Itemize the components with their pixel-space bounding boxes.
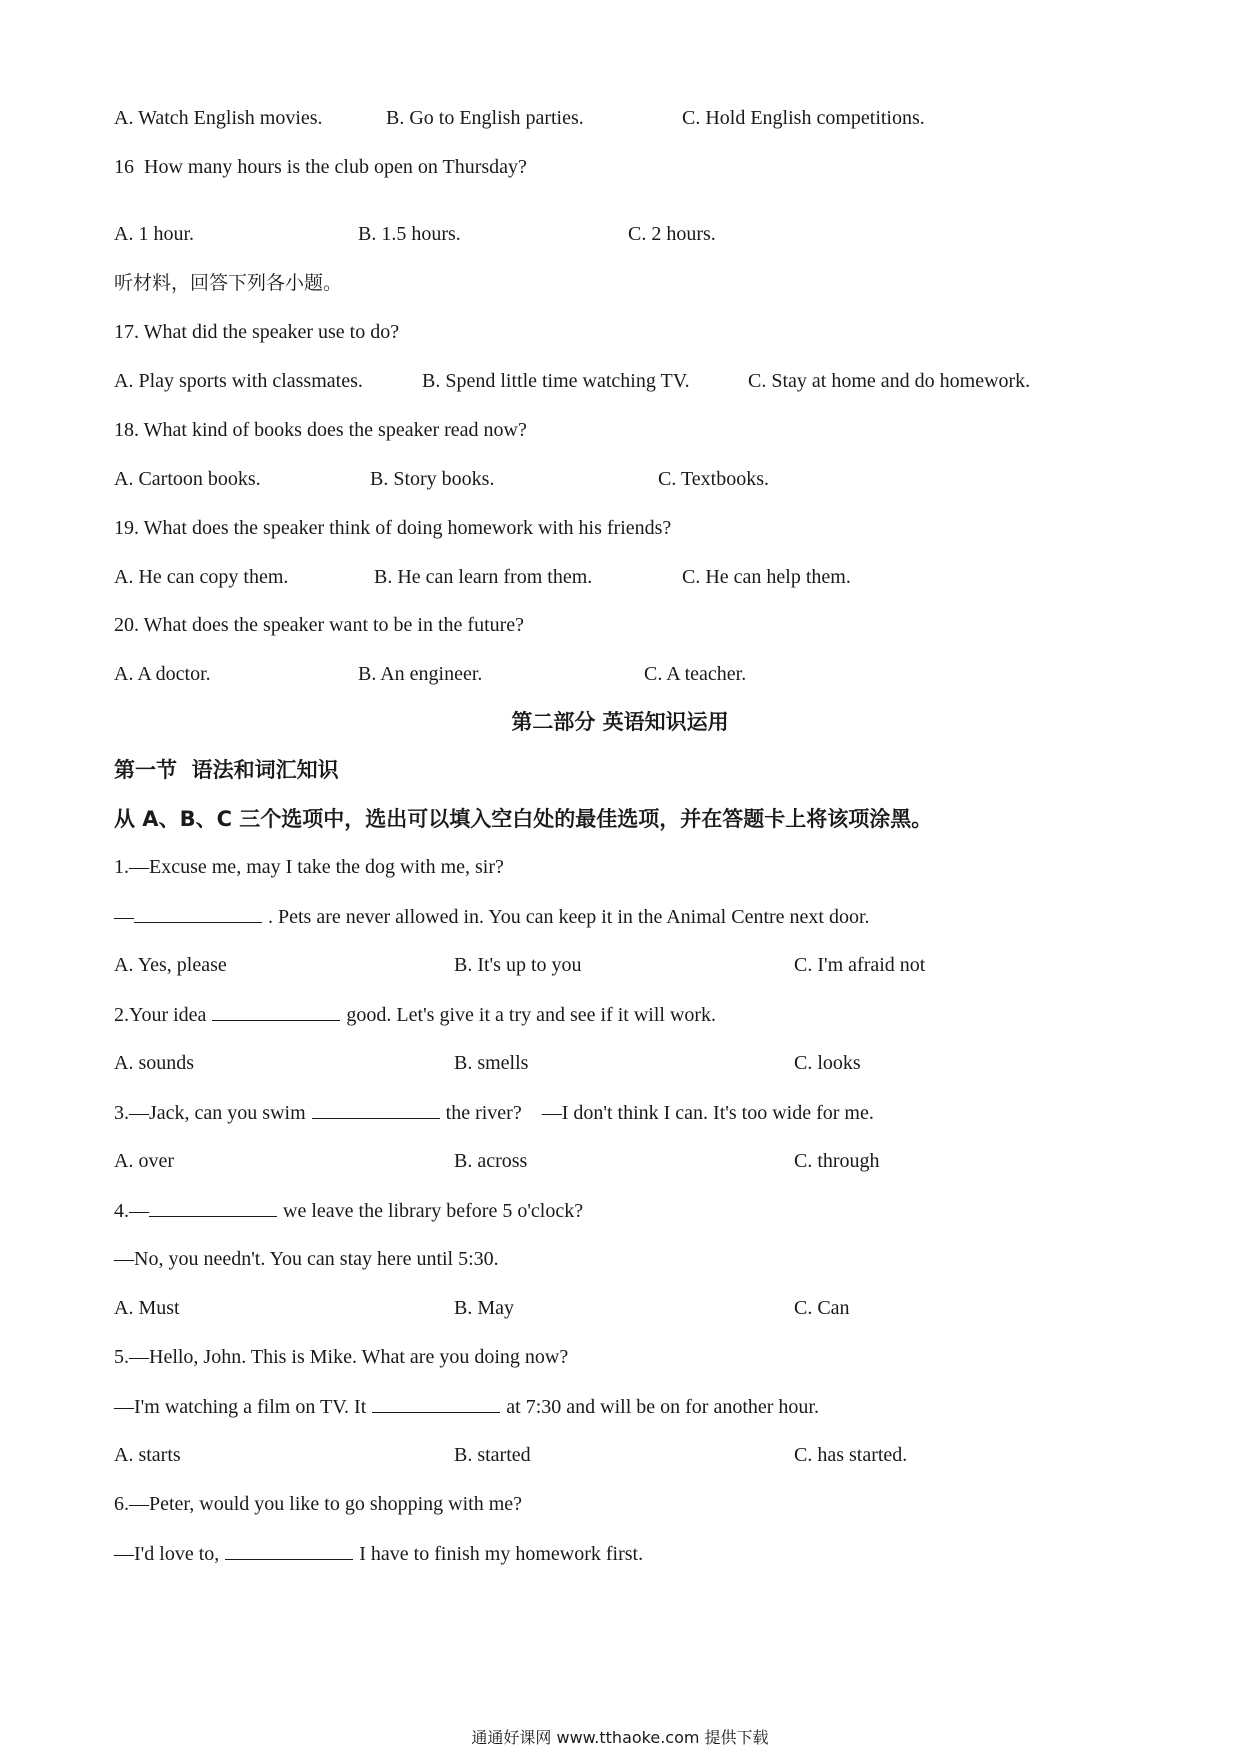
q17-stem: 17. What did the speaker use to do? [114, 321, 400, 343]
g3-suffix: the river? —I don't think I can. It's too wide for me. [445, 1102, 874, 1124]
q16-options [114, 220, 1134, 248]
g5-prefix: —I'm watching a film on TV. It [114, 1396, 367, 1418]
g5-option-a: A. starts [114, 1444, 181, 1466]
g1-line1: 1.—Excuse me, may I take the dog with me, sir? [114, 856, 504, 878]
g3-option-a: A. over [114, 1150, 174, 1172]
g4-line2: —No, you needn't. You can stay here until 5:30. [114, 1248, 499, 1270]
g5-answer-blank [372, 1392, 500, 1413]
q20-option-a: A. A doctor. [114, 663, 211, 685]
q20-stem: 20. What does the speaker want to be in the future? [114, 614, 525, 636]
g1-line2 [114, 902, 870, 931]
g2-option-b: B. smells [454, 1052, 529, 1074]
g2-stem [114, 1000, 716, 1029]
g4-answer-blank [149, 1196, 277, 1217]
g2-suffix: good. Let's give it a try and see if it will work. [346, 1004, 717, 1026]
q20-options [114, 660, 1134, 688]
g3-options [114, 1147, 1134, 1175]
q15-options [114, 104, 1134, 132]
q16-stem: 16 How many hours is the club open on Thursday? [114, 156, 527, 178]
q19-option-b: B. He can learn from them. [374, 566, 593, 588]
q18-option-c: C. Textbooks. [658, 468, 770, 490]
g4-prefix: 4.— [114, 1200, 149, 1222]
g6-line2 [114, 1539, 643, 1568]
q20-option-b: B. An engineer. [358, 663, 483, 685]
g4-option-b: B. May [454, 1297, 514, 1319]
q19-option-c: C. He can help them. [682, 566, 851, 588]
g2-prefix: 2.Your idea [114, 1004, 207, 1026]
q19-stem: 19. What does the speaker think of doing homework with his friends? [114, 517, 672, 539]
section1-title: 第一节 语法和词汇知识 [114, 758, 339, 782]
q18-option-a: A. Cartoon books. [114, 468, 261, 490]
g6-suffix: I have to finish my homework first. [359, 1543, 644, 1565]
g5-line1: 5.—Hello, John. This is Mike. What are you doing now? [114, 1346, 569, 1368]
g3-option-c: C. through [794, 1150, 880, 1172]
q17-option-c: C. Stay at home and do homework. [748, 370, 1031, 392]
g5-options [114, 1441, 1134, 1469]
g4-option-c: C. Can [794, 1297, 850, 1319]
g1-options [114, 951, 1134, 979]
g4-option-a: A. Must [114, 1297, 180, 1319]
g5-option-c: C. has started. [794, 1444, 908, 1466]
q15-option-c: C. Hold English competitions. [682, 107, 925, 129]
q20-option-c: C. A teacher. [644, 663, 747, 685]
q17-option-b: B. Spend little time watching TV. [422, 370, 690, 392]
q17-options [114, 367, 1134, 395]
g5-line2 [114, 1392, 819, 1421]
q15-option-b: B. Go to English parties. [386, 107, 584, 129]
g4-line1 [114, 1196, 583, 1225]
page-footer: 通通好课网 www.tthaoke.com 提供下载 [471, 1728, 769, 1747]
g3-stem [114, 1098, 874, 1127]
q19-option-a: A. He can copy them. [114, 566, 289, 588]
g2-option-c: C. looks [794, 1052, 861, 1074]
q16-option-b: B. 1.5 hours. [358, 223, 461, 245]
q18-stem: 18. What kind of books does the speaker read now? [114, 419, 527, 441]
g1-line2-text: . Pets are never allowed in. You can keep it in the Animal Centre next door. [268, 906, 870, 928]
g6-line1: 6.—Peter, would you like to go shopping with me? [114, 1493, 523, 1515]
q16-option-c: C. 2 hours. [628, 223, 716, 245]
part2-title: 第二部分 英语知识运用 [511, 710, 729, 734]
g3-prefix: 3.—Jack, can you swim [114, 1102, 306, 1124]
g5-option-b: B. started [454, 1444, 531, 1466]
section1-instruction: 从 A、B、C 三个选项中，选出可以填入空白处的最佳选项，并在答题卡上将该项涂黑。 [114, 807, 933, 831]
q19-options [114, 563, 1134, 591]
q17-option-a: A. Play sports with classmates. [114, 370, 363, 392]
g3-answer-blank [312, 1098, 440, 1119]
g2-option-a: A. sounds [114, 1052, 195, 1074]
q18-option-b: B. Story books. [370, 468, 495, 490]
q18-options [114, 465, 1134, 493]
g2-options [114, 1049, 1134, 1077]
listen-instruction: 听材料，回答下列各小题。 [114, 272, 343, 294]
q16-option-a: A. 1 hour. [114, 223, 194, 245]
g1-option-b: B. It's up to you [454, 954, 582, 976]
g1-option-c: C. I'm afraid not [794, 954, 926, 976]
g3-option-b: B. across [454, 1150, 528, 1172]
g5-suffix: at 7:30 and will be on for another hour. [506, 1396, 819, 1418]
g6-prefix: —I'd love to, [114, 1543, 220, 1565]
g6-answer-blank [225, 1539, 353, 1560]
g2-answer-blank [212, 1000, 340, 1021]
g1-option-a: A. Yes, please [114, 954, 227, 976]
q15-option-a: A. Watch English movies. [114, 107, 323, 129]
g1-answer-blank [134, 902, 262, 923]
g4-options [114, 1294, 1134, 1322]
g1-dash: — [114, 906, 134, 928]
g4-suffix: we leave the library before 5 o'clock? [283, 1200, 584, 1222]
